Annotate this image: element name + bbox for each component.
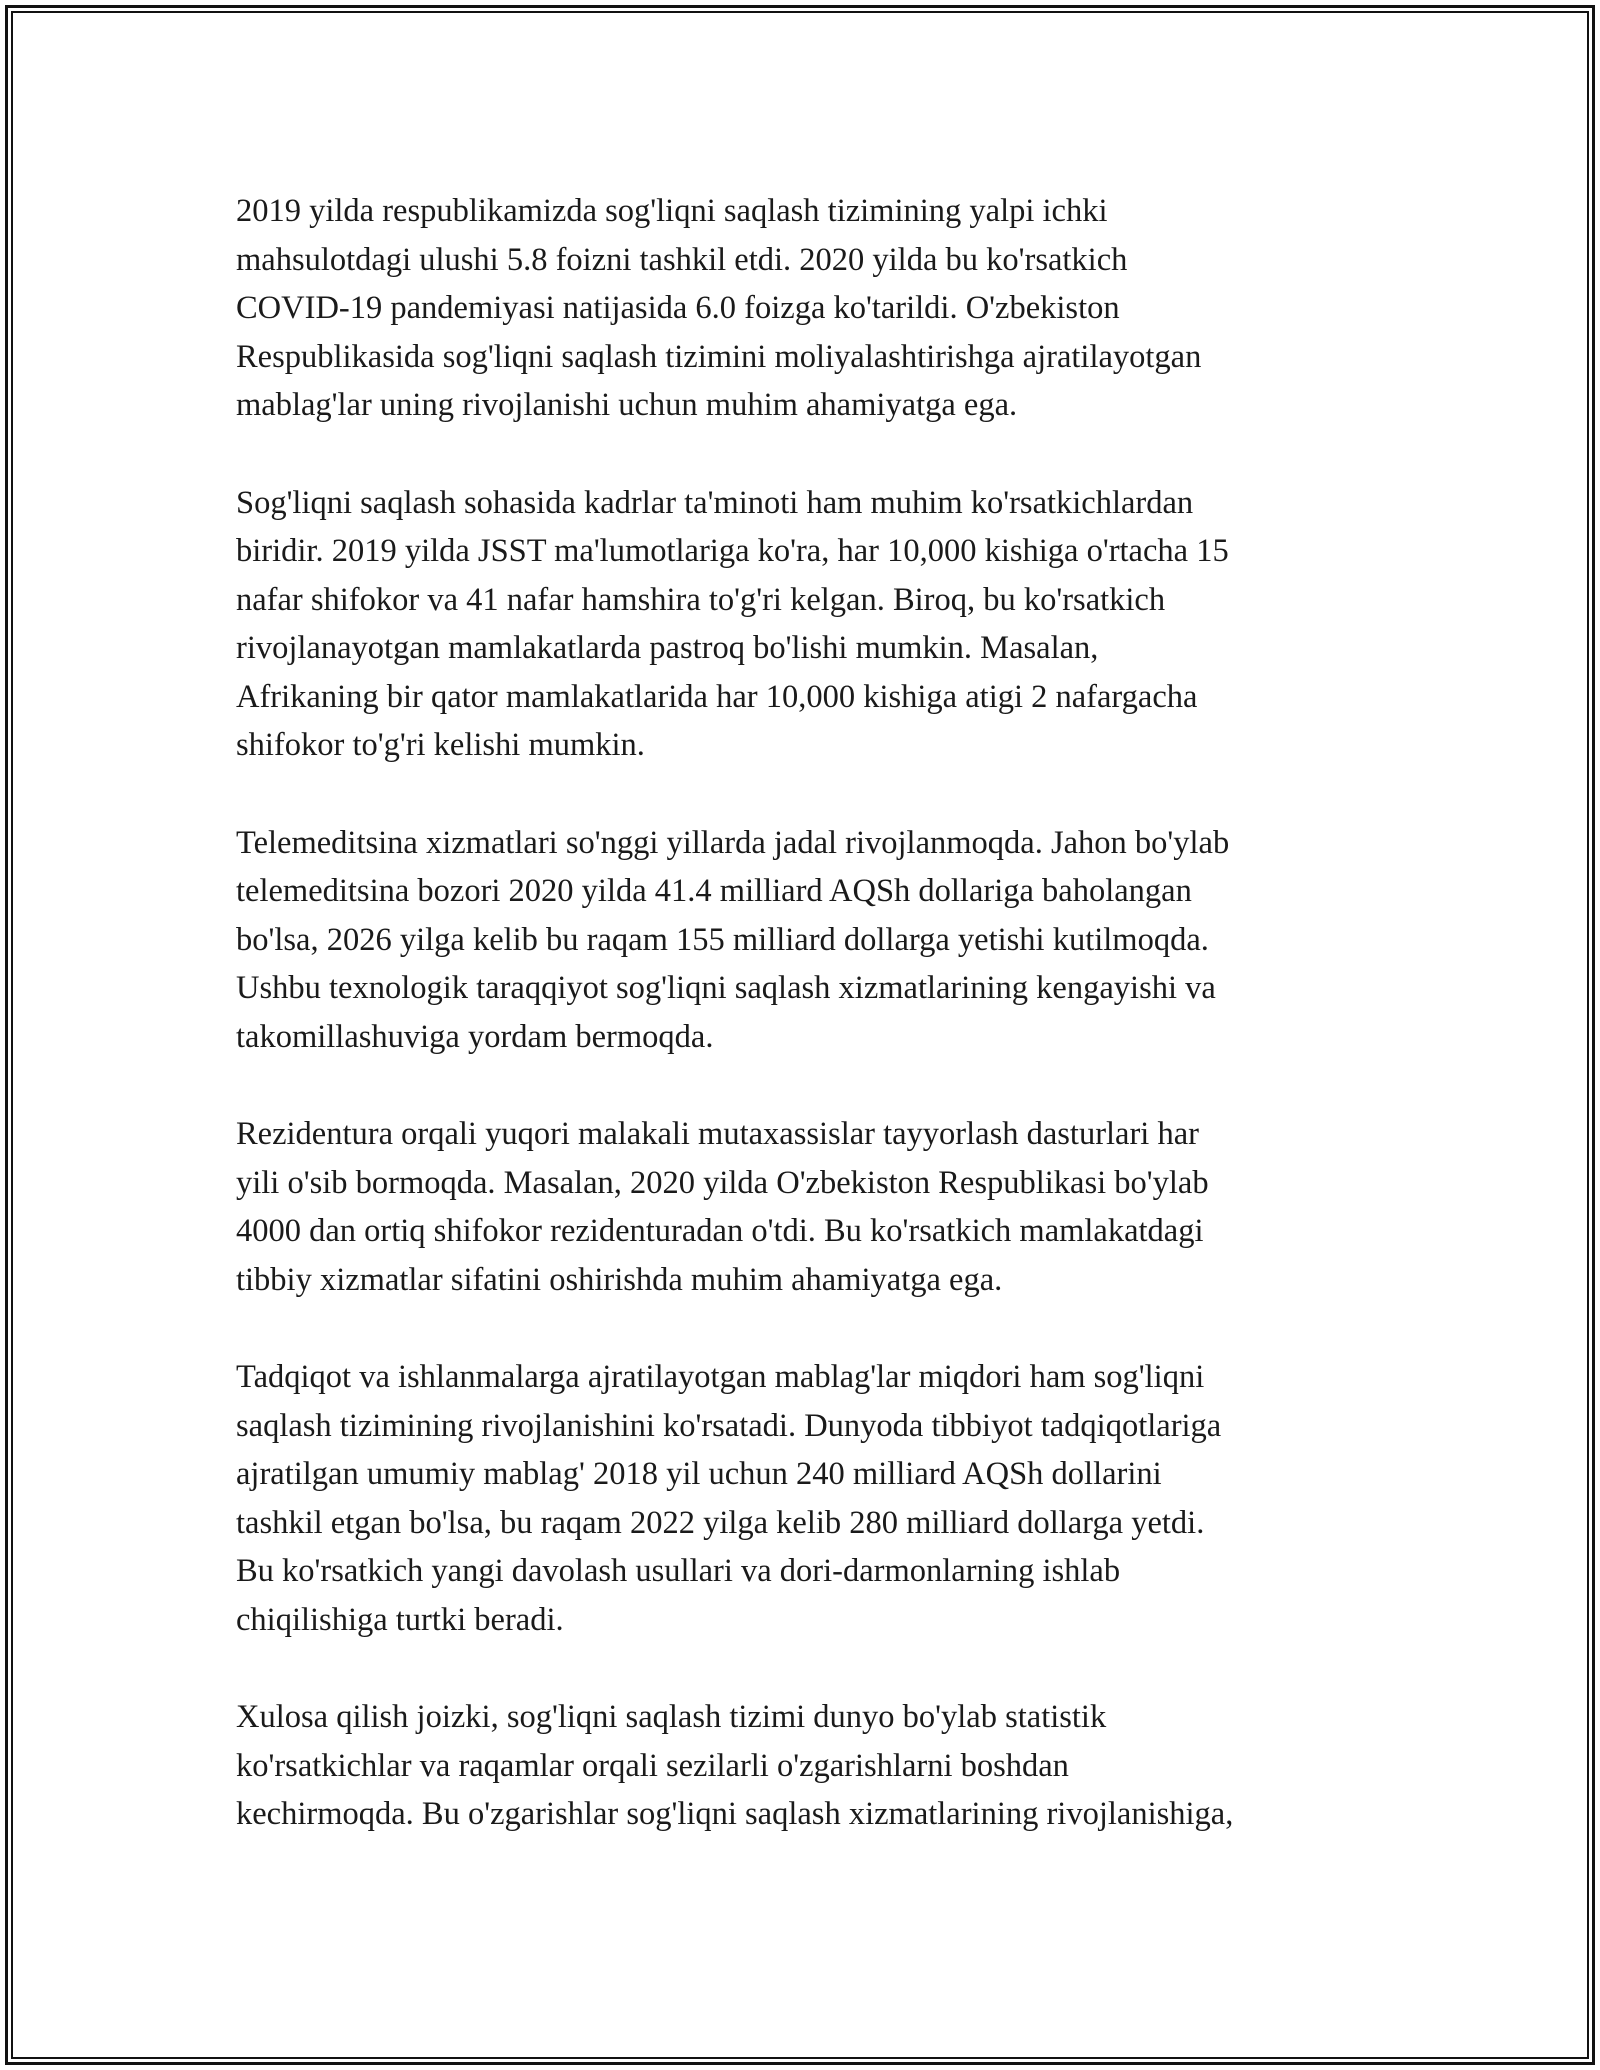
- paragraph-staffing: Sog'liqni saqlash sohasida kadrlar ta'minoti ham muhim ko'rsatkichlardan biridir. 2019 yilda JSST ma'lumotlariga ko'ra, har 10,000 kishiga o'rtacha 15 nafar shifokor va 41 nafar hamshira to'g'ri kelgan. Biroq, bu ko'rsatkich rivojlanayotgan mamlakatlarda pastroq bo'lishi mumkin. Masalan, Afrikaning bir qator mamlakatlarida har 10,000 kishiga atigi 2 nafargacha shifokor to'g'ri kelishi mumkin.: [236, 484, 1229, 763]
- document-body: [236, 187, 1386, 1888]
- paragraph-conclusion: Xulosa qilish joizki, sog'liqni saqlash tizimi dunyo bo'ylab statistik ko'rsatkichlar va raqamlar orqali sezilarli o'zgarishlarni boshdan kechirmoqda. Bu o'zgarishlar sog'liqni saqlash xizmatlarining rivojlanishiga,: [236, 1699, 1234, 1832]
- paragraph-research-funding: Tadqiqot va ishlanmalarga ajratilayotgan mablag'lar miqdori ham sog'liqni saqlash tizimining rivojlanishini ko'rsatadi. Dunyoda tibbiyot tadqiqotlariga ajratilgan umumiy mablag' 2018 yil uchun 240 milliard AQSh dollarini tashkil etgan bo'lsa, bu raqam 2022 yilga kelib 280 milliard dollarga yetdi. Bu ko'rsatkich yangi davolash usullari va dori-darmonlarning ishlab chiqilishiga turtki beradi.: [236, 1359, 1222, 1638]
- paragraph-residency: Rezidentura orqali yuqori malakali mutaxassislar tayyorlash dasturlari har yili o'sib bormoqda. Masalan, 2020 yilda O'zbekiston Respublikasi bo'ylab 4000 dan ortiq shifokor rezidenturadan o'tdi. Bu ko'rsatkich mamlakatdagi tibbiy xizmatlar sifatini oshirishda muhim ahamiyatga ega.: [236, 1116, 1209, 1298]
- paragraph-telemedicine: Telemeditsina xizmatlari so'nggi yillarda jadal rivojlanmoqda. Jahon bo'ylab telemeditsina bozori 2020 yilda 41.4 milliard AQSh dollariga baholangan bo'lsa, 2026 yilga kelib bu raqam 155 milliard dollarga yetishi kutilmoqda. Ushbu texnologik taraqqiyot sog'liqni saqlash xizmatlarining kengayishi va takomillashuviga yordam bermoqda.: [236, 824, 1230, 1055]
- paragraph-gdp-share: 2019 yilda respublikamizda sog'liqni saqlash tizimining yalpi ichki mahsulotdagi ulushi 5.8 foizni tashkil etdi. 2020 yilda bu ko'rsatkich COVID-19 pandemiyasi natijasida 6.0 foizga ko'tarildi. O'zbekiston Respublikasida sog'liqni saqlash tizimini moliyalashtirishga ajratilayotgan mablag'lar uning rivojlanishi uchun muhim ahamiyatga ega.: [236, 193, 1202, 423]
